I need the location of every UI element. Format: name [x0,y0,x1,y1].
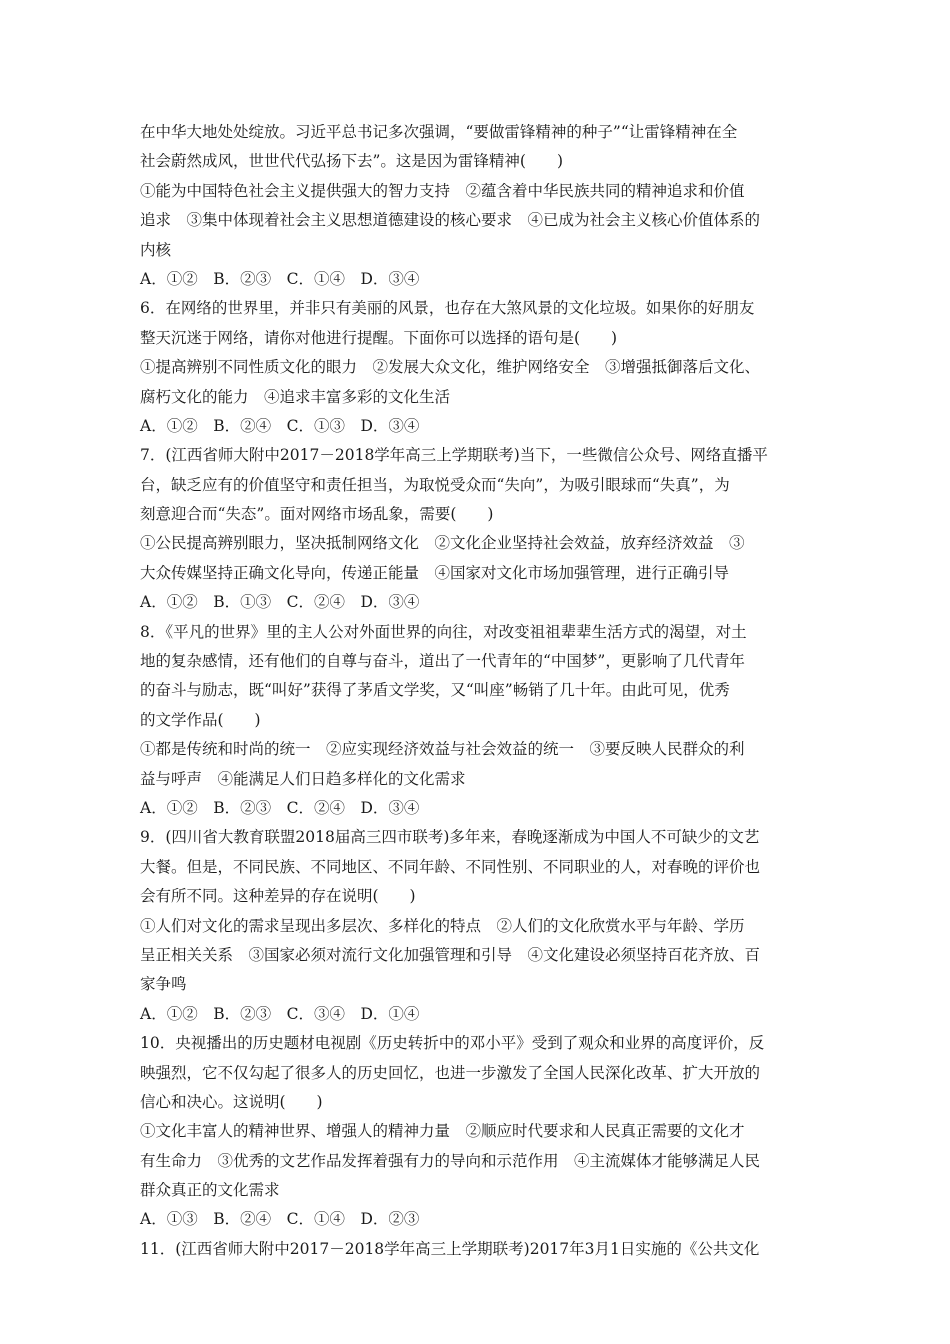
question-9: 9．(四川省大教育联盟2018届高三四市联考)多年来，春晚逐渐成为中国人不可缺少的文艺 [140,828,760,847]
text-line: ①公民提高辨别眼力，坚决抵制网络文化 ②文化企业坚持社会效益，放弃经济效益 ③ [140,534,745,553]
text-line: 台，缺乏应有的价值坚守和责任担当，为取悦受众而“失向”，为吸引眼球而“失真”，为 [140,475,730,494]
answer-options: A．①③ B．②④ C．①④ D．②③ [140,1210,420,1229]
text-line: ①都是传统和时尚的统一 ②应实现经济效益与社会效益的统一 ③要反映人民群众的利 [140,740,745,759]
answer-options: A．①② B．②④ C．①③ D．③④ [140,416,420,435]
text-line: 地的复杂感情，还有他们的自尊与奋斗，道出了一代青年的“中国梦”，更影响了几代青年 [140,652,745,671]
question-11: 11．(江西省师大附中2017－2018学年高三上学期联考)2017年3月1日实施的《公共文化 [140,1239,760,1258]
question-8: 8．《平凡的世界》里的主人公对外面世界的向往，对改变祖祖辈辈生活方式的渴望，对土 [140,622,747,641]
text-line: 追求 ③集中体现着社会主义思想道德建设的核心要求 ④已成为社会主义核心价值体系的 [140,211,761,230]
text-line: 信心和决心。这说明( ) [140,1092,323,1111]
text-line: 大餐。但是，不同民族、不同地区、不同年龄、不同性别、不同职业的人，对春晚的评价也 [140,857,761,876]
text-line: 会有所不同。这种差异的存在说明( ) [140,887,416,906]
text-line: 呈正相关关系 ③国家必须对流行文化加强管理和引导 ④文化建设必须坚持百花齐放、百 [140,945,761,964]
text-line: 刻意迎合而“失态”。面对网络市场乱象，需要( ) [140,505,494,524]
text-line: ①文化丰富人的精神世界、增强人的精神力量 ②顺应时代要求和人民真正需要的文化才 [140,1122,745,1141]
text-line: 群众真正的文化需求 [140,1181,280,1200]
text-line: 有生命力 ③优秀的文艺作品发挥着强有力的导向和示范作用 ④主流媒体才能够满足人民 [140,1151,761,1170]
text-line: ①人们对文化的需求呈现出多层次、多样化的特点 ②人们的文化欣赏水平与年龄、学历 [140,916,745,935]
answer-options: A．①② B．②③ C．①④ D．③④ [140,269,420,288]
text-line: 映强烈，它不仅勾起了很多人的历史回忆，也进一步激发了全国人民深化改革、扩大开放的 [140,1063,761,1082]
question-7: 7．(江西省师大附中2017－2018学年高三上学期联考)当下，一些微信公众号、网络直播平 [140,446,768,465]
text-line: 整天沉迷于网络，请你对他进行提醒。下面你可以选择的语句是( ) [140,328,618,347]
text-line: 在中华大地处处绽放。习近平总书记多次强调，“要做雷锋精神的种子”“让雷锋精神在全 [140,123,738,141]
text-line: 大众传媒坚持正确文化导向，传递正能量 ④国家对文化市场加强管理，进行正确引导 [140,563,730,582]
answer-options: A．①② B．①③ C．②④ D．③④ [140,593,420,612]
answer-options: A．①② B．②③ C．③④ D．①④ [140,1004,420,1023]
text-line: 益与呼声 ④能满足人们日趋多样化的文化需求 [140,769,466,788]
text-line: 家争鸣 [140,975,187,994]
text-line: 社会蔚然成风，世世代代弘扬下去”。这是因为雷锋精神( ) [140,152,564,171]
text-line: ①提高辨别不同性质文化的眼力 ②发展大众文化，维护网络安全 ③增强抵御落后文化、 [140,358,761,377]
text-line: 的文学作品( ) [140,710,261,729]
text-line: ①能为中国特色社会主义提供强大的智力支持 ②蕴含着中华民族共同的精神追求和价值 [140,181,745,200]
text-line: 内核 [140,240,172,259]
text-line: 腐朽文化的能力 ④追求丰富多彩的文化生活 [140,387,451,406]
question-6: 6．在网络的世界里，并非只有美丽的风景，也存在大煞风景的文化垃圾。如果你的好朋友 [140,299,755,318]
text-line: 的奋斗与励志，既“叫好”获得了茅盾文学奖，又“叫座”畅销了几十年。由此可见，优秀 [140,681,730,700]
question-10: 10．央视播出的历史题材电视剧《历史转折中的邓小平》受到了观众和业界的高度评价，反 [140,1034,765,1053]
answer-options: A．①② B．②③ C．②④ D．③④ [140,798,420,817]
document-page [140,118,820,1264]
